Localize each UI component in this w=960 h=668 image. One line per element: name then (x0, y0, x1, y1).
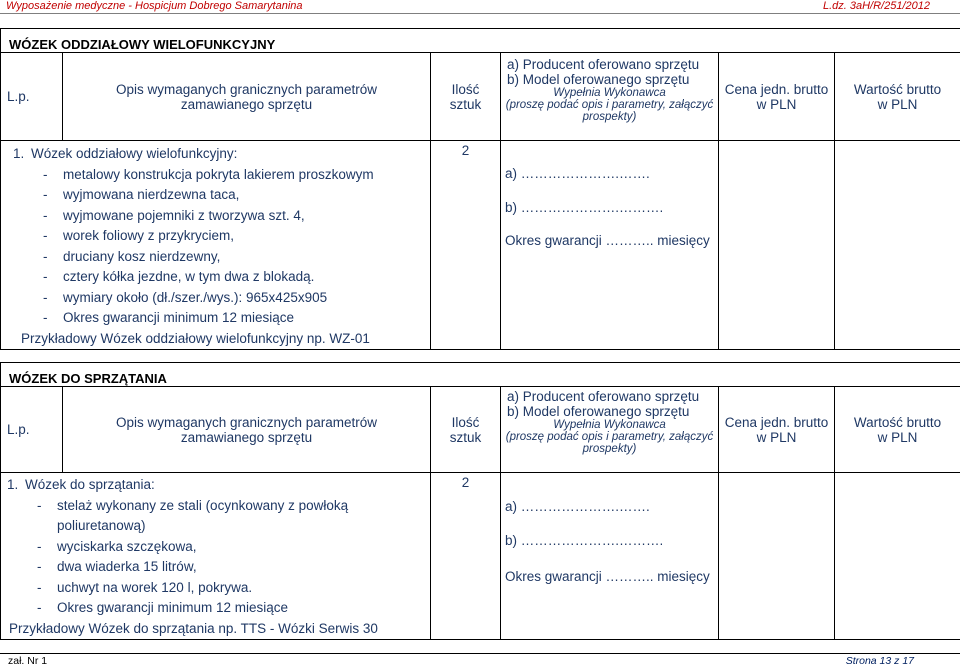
feature-item: - uchwyt na worek 120 l, pokrywa. (7, 578, 430, 599)
example-product: Przykładowy Wózek do sprzątania np. TTS - Wózki Serwis 30 (7, 619, 430, 640)
item-quantity: 2 (431, 141, 501, 350)
header-reference-number: L.dz. 3aH/R/251/2012 (823, 0, 930, 12)
col-total-value-header (835, 387, 960, 473)
producer-answer-field[interactable]: a) ………………….……. (501, 497, 718, 517)
producer-answer-cell (501, 141, 719, 350)
unit-price-currency: w PLN (719, 430, 834, 445)
page-header (0, 0, 960, 14)
item-description (1, 473, 431, 640)
total-value-field[interactable] (835, 141, 960, 350)
col-description-header: Opis wymaganych granicznych parametrów zamawianego sprzętu (63, 53, 431, 141)
fill-by-contractor-note: Wypełnia Wykonawca (503, 419, 716, 431)
model-label: b) Model oferowanego sprzętu (503, 72, 716, 87)
page-number: Strona 13 z 17 (846, 654, 914, 668)
header-document-title: Wyposażenie medyczne - Hospicjum Dobrego Samarytanina (6, 0, 303, 12)
section-title: WÓZEK ODDZIAŁOWY WIELOFUNKCYJNY (1, 29, 960, 53)
item-description (1, 141, 431, 350)
producer-label: a) Producent oferowano sprzętu (503, 57, 716, 72)
page-footer (0, 653, 960, 668)
col-producer-header (501, 387, 719, 473)
col-producer-header (501, 53, 719, 141)
quantity-label: Ilość (431, 82, 500, 97)
feature-item: - Okres gwarancji minimum 12 miesiące (7, 598, 430, 619)
model-label: b) Model oferowanego sprzętu (503, 404, 716, 419)
warranty-answer-field[interactable]: Okres gwarancji ……….. miesięcy (501, 231, 718, 251)
attach-specs-note: (proszę podać opis i parametry, załączyć prospekty) (503, 99, 716, 123)
item-name: Wózek do sprzątania: (25, 475, 155, 496)
feature-item: - cztery kółka jezdne, w tym dwa z blokadą. (13, 267, 430, 288)
model-answer-field[interactable]: b) ………………….………. (501, 198, 718, 218)
column-header-row (1, 387, 960, 473)
feature-item: - Okres gwarancji minimum 12 miesiące (13, 308, 430, 329)
col-unit-price-header (719, 387, 835, 473)
example-product: Przykładowy Wózek oddziałowy wielofunkcyjny np. WZ-01 (13, 329, 430, 350)
feature-item-continuation: poliuretanową) (7, 516, 430, 537)
item-quantity: 2 (431, 473, 501, 640)
column-header-row (1, 53, 960, 141)
total-value-currency: w PLN (835, 430, 960, 445)
unit-price-currency: w PLN (719, 97, 834, 112)
feature-item: - metalowy konstrukcja pokryta lakierem proszkowym (13, 165, 430, 186)
col-description-header: Opis wymaganych granicznych parametrów zamawianego sprzętu (63, 387, 431, 473)
col-total-value-header (835, 53, 960, 141)
unit-price-field[interactable] (719, 141, 835, 350)
producer-label: a) Producent oferowano sprzętu (503, 389, 716, 404)
feature-item: - dwa wiaderka 15 litrów, (7, 557, 430, 578)
model-answer-field[interactable]: b) ………………….………. (501, 531, 718, 551)
col-quantity-header (431, 53, 501, 141)
warranty-answer-field[interactable]: Okres gwarancji ……….. miesięcy (501, 567, 718, 587)
col-unit-price-header (719, 53, 835, 141)
quantity-unit-label: sztuk (431, 97, 500, 112)
total-value-label: Wartość brutto (835, 82, 960, 97)
total-value-currency: w PLN (835, 97, 960, 112)
attachment-number: zał. Nr 1 (8, 654, 47, 668)
section-table-2 (0, 362, 960, 640)
feature-item: - druciany kosz nierdzewny, (13, 247, 430, 268)
unit-price-label: Cena jedn. brutto (719, 82, 834, 97)
feature-item: - stelaż wykonany ze stali (ocynkowany z powłoką (7, 496, 430, 517)
attach-specs-note: (proszę podać opis i parametry, załączyć prospekty) (503, 431, 716, 455)
item-number: 1. (13, 144, 31, 165)
producer-answer-cell (501, 473, 719, 640)
quantity-unit-label: sztuk (431, 430, 500, 445)
col-lp-header: L.p. (1, 53, 63, 141)
item-name: Wózek oddziałowy wielofunkcyjny: (31, 144, 237, 165)
feature-item: - wyjmowane pojemniki z tworzywa szt. 4, (13, 206, 430, 227)
item-row (1, 473, 960, 640)
item-number: 1. (7, 475, 25, 496)
feature-item: - wymiary około (dł./szer./wys.): 965x425x905 (13, 288, 430, 309)
item-row (1, 141, 960, 350)
unit-price-label: Cena jedn. brutto (719, 415, 834, 430)
fill-by-contractor-note: Wypełnia Wykonawca (503, 87, 716, 99)
section-title: WÓZEK DO SPRZĄTANIA (1, 363, 960, 387)
total-value-label: Wartość brutto (835, 415, 960, 430)
quantity-label: Ilość (431, 415, 500, 430)
feature-item: - worek foliowy z przykryciem, (13, 226, 430, 247)
section-table-1 (0, 28, 960, 350)
total-value-field[interactable] (835, 473, 960, 640)
unit-price-field[interactable] (719, 473, 835, 640)
col-lp-header: L.p. (1, 387, 63, 473)
col-quantity-header (431, 387, 501, 473)
feature-item: - wyjmowana nierdzewna taca, (13, 185, 430, 206)
feature-item: - wyciskarka szczękowa, (7, 537, 430, 558)
producer-answer-field[interactable]: a) ………………….……. (501, 164, 718, 184)
